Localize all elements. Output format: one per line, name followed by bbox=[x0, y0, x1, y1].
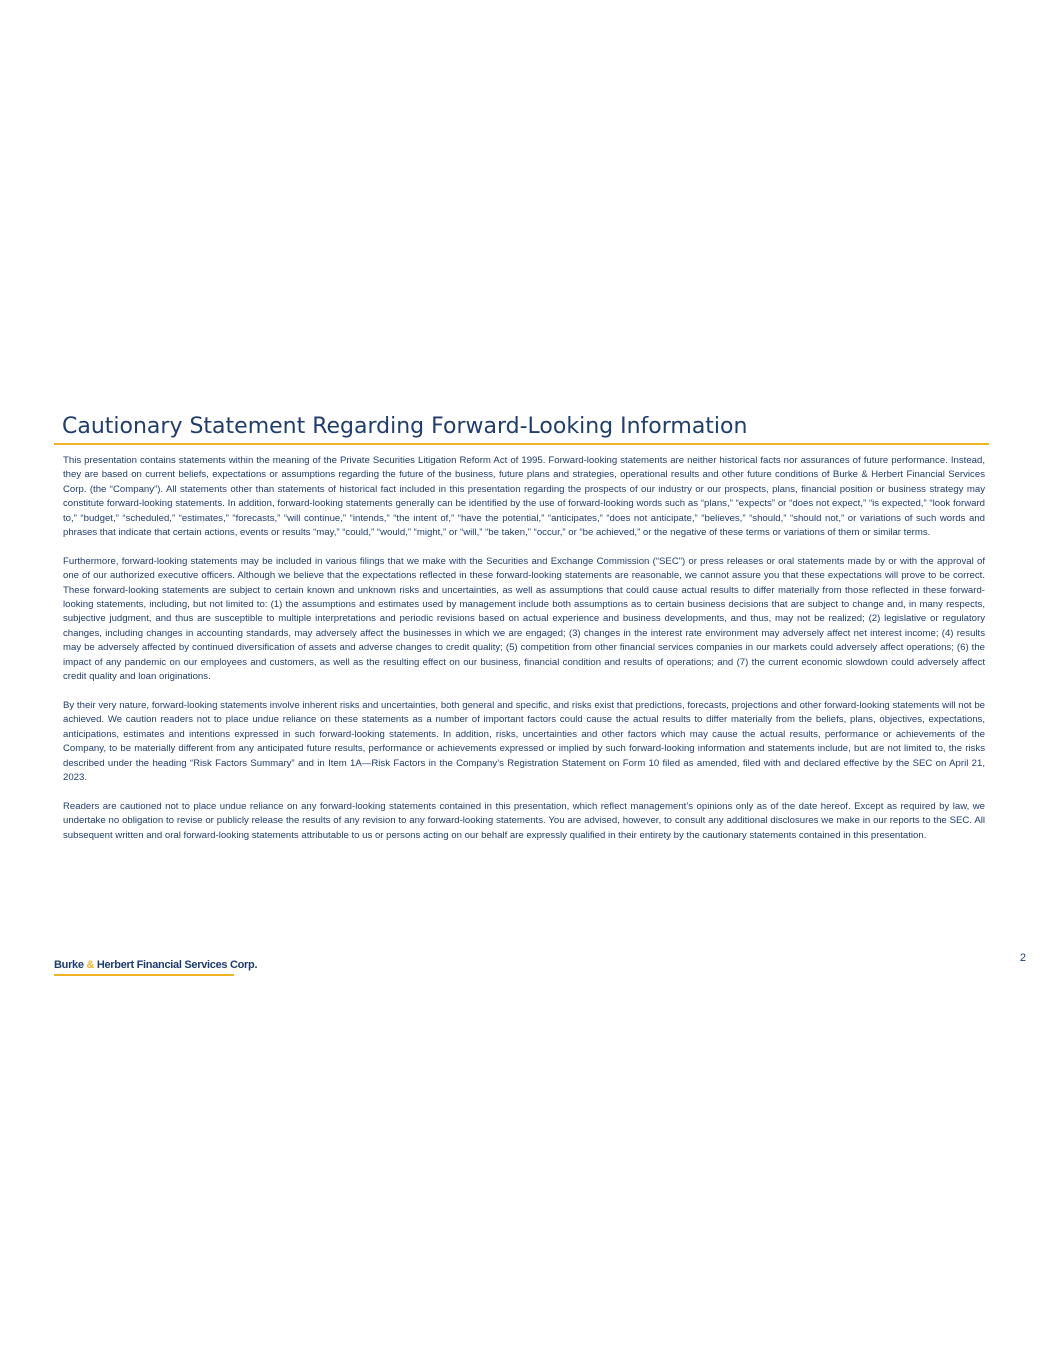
logo-text-herbert: Herbert Financial Services Corp. bbox=[94, 959, 258, 971]
disclaimer-body bbox=[63, 454, 985, 843]
page-number: 2 bbox=[1019, 952, 1026, 964]
logo-text-burke: Burke bbox=[54, 959, 87, 971]
logo-underline bbox=[54, 974, 234, 976]
logo-ampersand: & bbox=[86, 959, 95, 971]
paragraph-3: By their very nature, forward-looking statements involve inherent risks and uncertainties, both general and specific, and risks exist that predictions, forecasts, projections and other forward-looking statements will not be achieved. We caution readers not to place undue reliance on these statements as a number of important factors could cause the actual results to differ materially from the beliefs, plans, objectives, expectations, anticipations, estimates and intentions expressed in such forward-looking statements. In addition, risks, uncertainties and other factors which may cause the actual results, performance or achievements of the Company, to be materially different from any anticipated future results, performance or achievements expressed or implied by such forward-looking information and statements include, but are not limited to, the risks described under the heading “Risk Factors Summary” and in Item 1A—Risk Factors in the Company’s Registration Statement on Form 10 filed as amended, filed with and declared effective by the SEC on April 21, 2023. bbox=[63, 699, 985, 783]
paragraph-2: Furthermore, forward-looking statements may be included in various filings that we make with the Securities and Exchange Commission (“SEC”) or press releases or oral statements made by or with the approval of one of our authorized executive officers. Although we believe that the expectations reflected in these forward-looking statements are reasonable, we cannot assure you that these expectations will prove to be correct. These forward-looking statements are subject to certain known and unknown risks and uncertainties, as well as assumptions that could cause actual results to differ materially from those reflected in these forward-looking statements, including, but not limited to: (1) the assumptions and estimates used by management include both assumptions as to certain business decisions that are subject to change and, in many respects, subjective judgment, and thus are susceptible to multiple interpretations and periodic revisions based on actual experience and business developments, and thus, may not be realized; (2) legislative or regulatory changes, including changes in accounting standards, may adversely affect the businesses in which we are engaged; (3) changes in the interest rate environment may adversely affect net interest income; (4) results may be adversely affected by continued diversification of assets and adverse changes to credit quality; (5) competition from other financial services companies in our markets could adversely affect operations; (6) the impact of any pandemic on our employees and customers, as well as the resulting effect on our business, financial condition and results of operations; and (7) the current economic slowdown could adversely affect credit quality and loan originations. bbox=[63, 555, 985, 683]
slide-title: Cautionary Statement Regarding Forward-Looking Information bbox=[62, 414, 748, 439]
title-underline bbox=[54, 443, 989, 445]
paragraph-1: This presentation contains statements within the meaning of the Private Securities Litigation Reform Act of 1995. Forward-looking statements are neither historical facts nor assurances of future performance. Instead, they are based on current beliefs, expectations or assumptions regarding the future of the business, future plans and strategies, operational results and other future conditions of Burke & Herbert Financial Services Corp. (the “Company”). All statements other than statements of historical fact included in this presentation regarding the prospects of our industry or our prospects, plans, financial position or business strategy may constitute forward-looking statements. In addition, forward-looking statements generally can be identified by the use of forward-looking words such as “plans,” “expects” or “does not expect,” “is expected,” “look forward to,” “budget,” “scheduled,” “estimates,” “forecasts,” “will continue,” “intends,” “the intent of,” “have the potential,” “anticipates,” “does not anticipate,” “believes,” “should,” “should not,” or variations of such words and phrases that indicate that certain actions, events or results “may,” “could,” “would,” “might,” or “will,” “be taken,” “occur,” or “be achieved,” or the negative of these terms or variations of them or similar terms. bbox=[63, 455, 985, 539]
paragraph-4: Readers are cautioned not to place undue reliance on any forward-looking statements contained in this presentation, which reflect management’s opinions only as of the date hereof. Except as required by law, we undertake no obligation to revise or publicly release the results of any revision to any forward-looking statements. You are advised, however, to consult any additional disclosures we make in our reports to the SEC. All subsequent written and oral forward-looking statements attributable to us or persons acting on our behalf are expressly qualified in their entirety by the cautionary statements contained in this presentation. bbox=[63, 800, 985, 841]
